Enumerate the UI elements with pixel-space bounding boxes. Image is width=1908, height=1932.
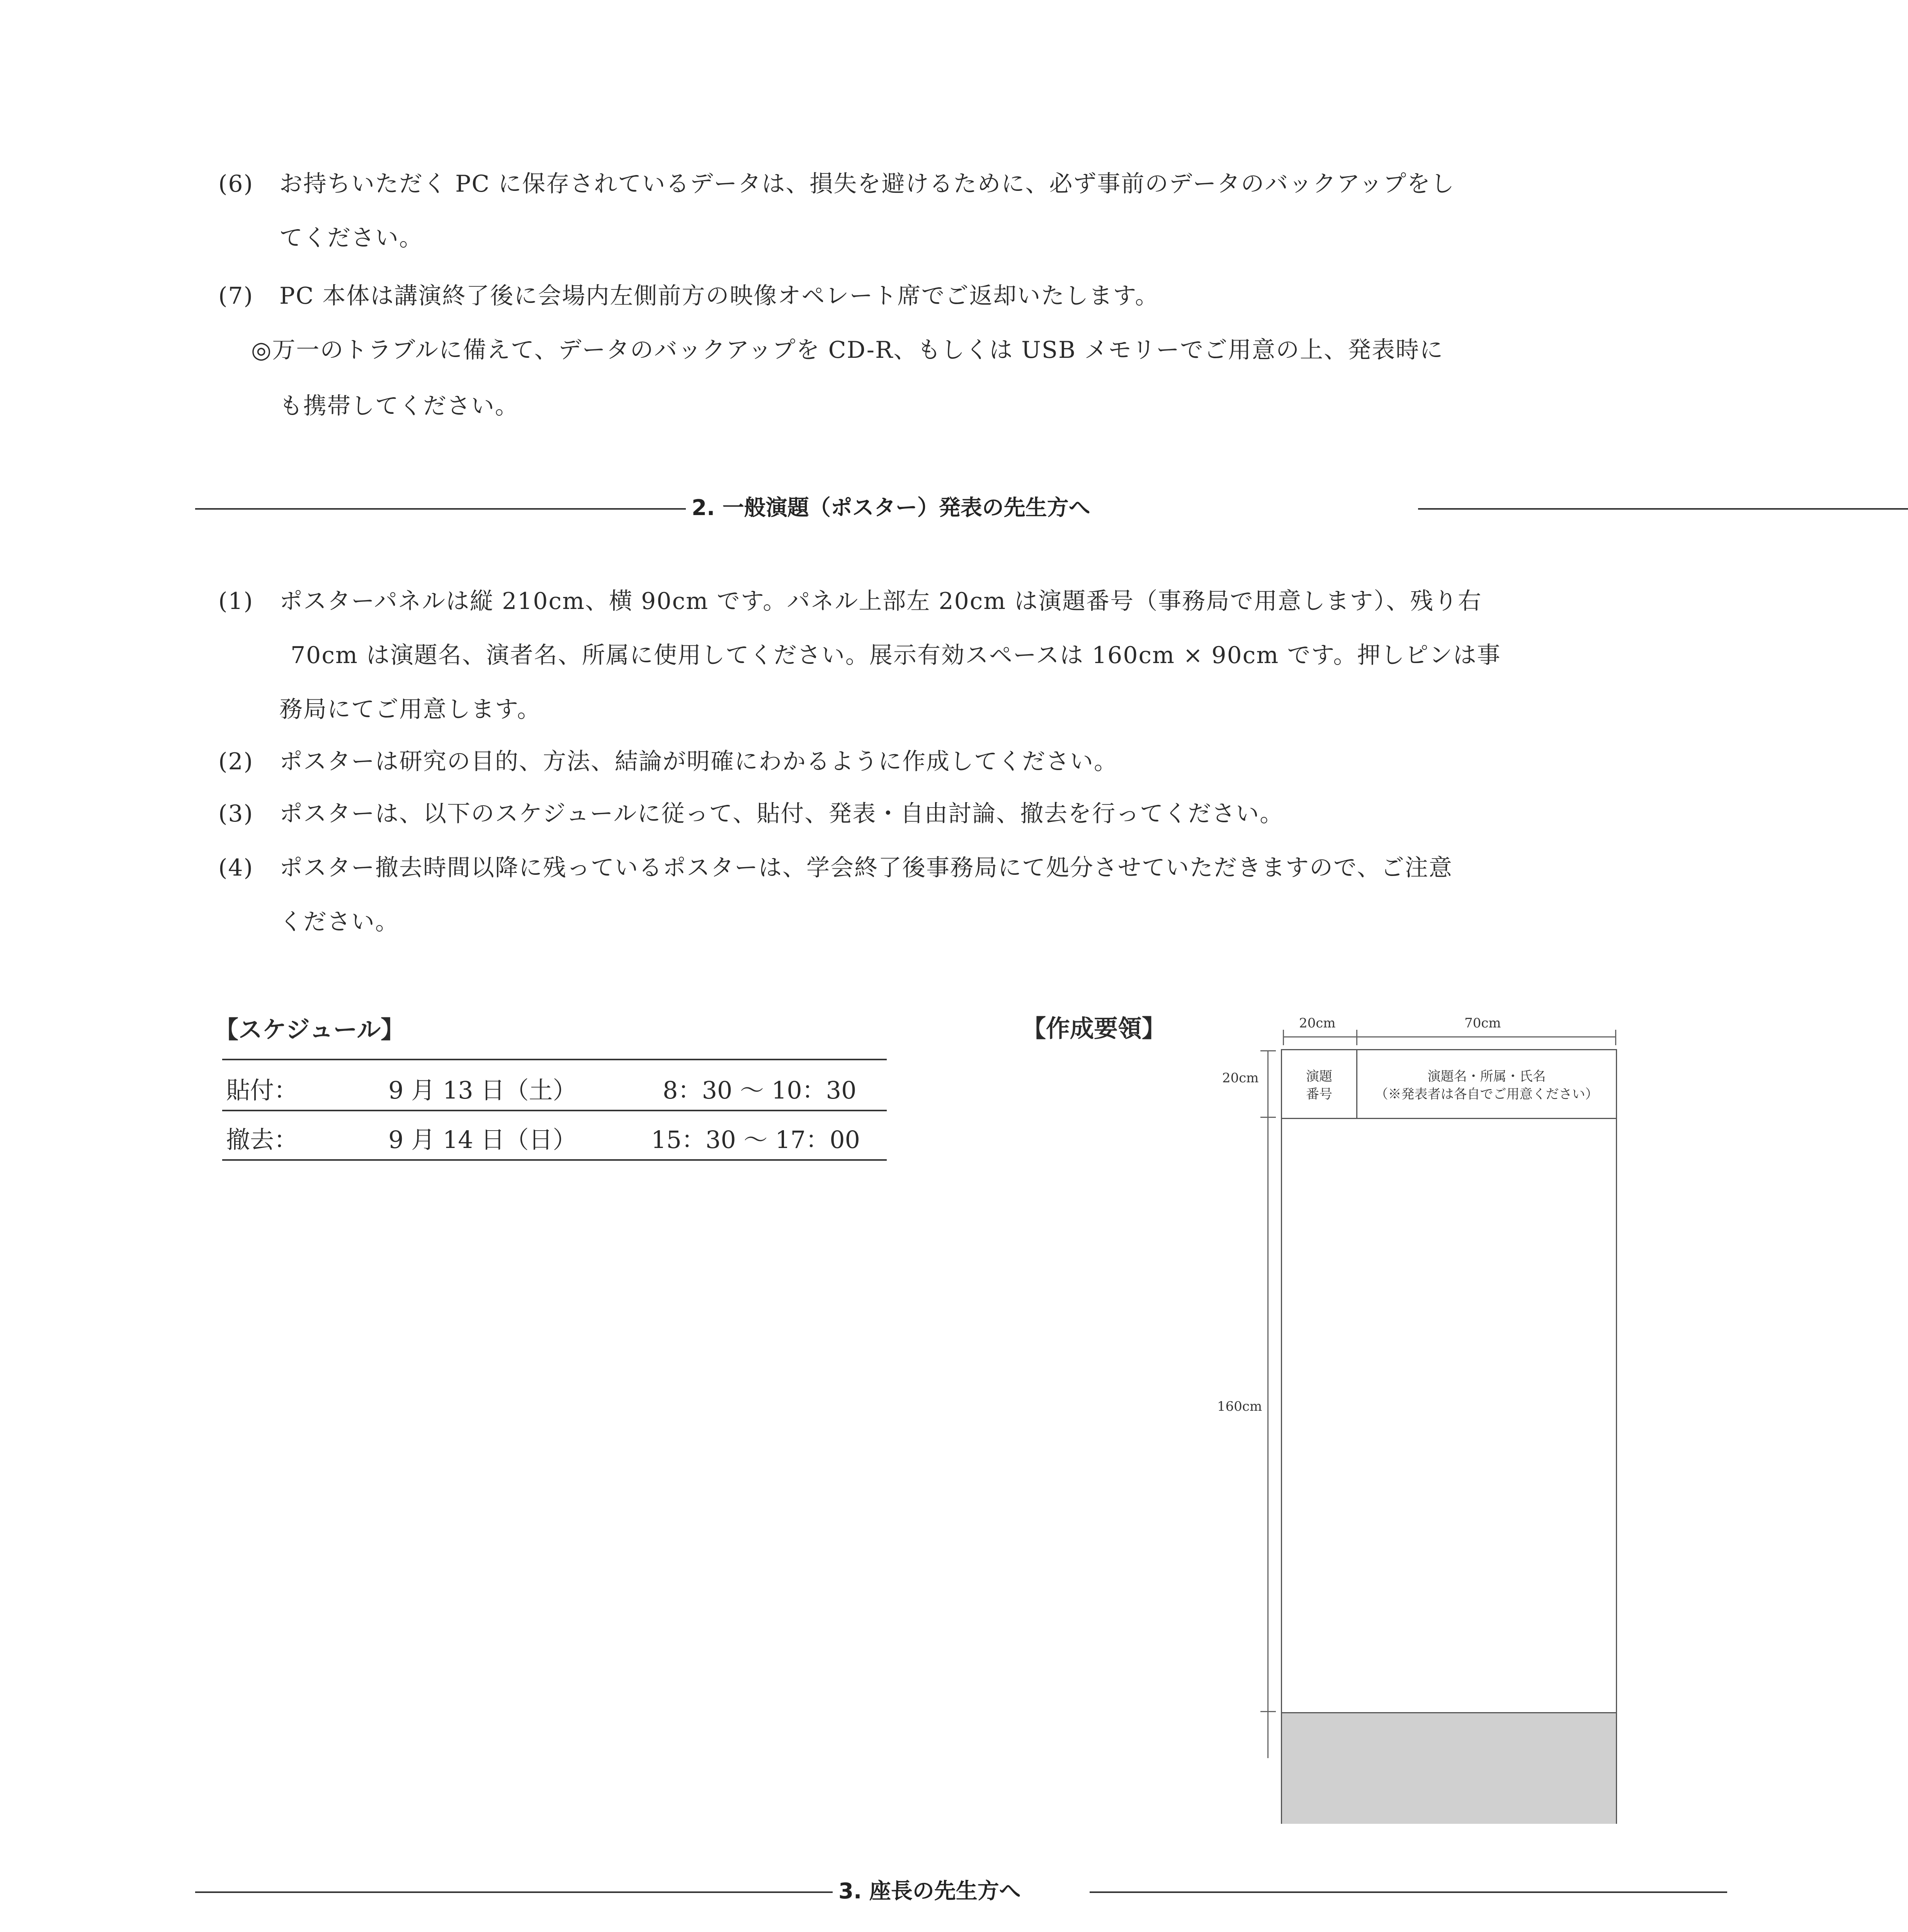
section-2-item-1-cont: 務局にてご用意します。 [279,696,541,723]
dim-tick [1260,1711,1276,1712]
section-2-item-4-cont: ください。 [279,908,399,935]
list-item-6-cont [279,213,423,264]
section-2-item-1-cont: 70cm は演題名、演者名、所属に使用してください。展示有効スペースは 160cm × 90cm です。押しピンは事 [291,642,1501,669]
schedule-time: 15：30 〜 17：00 [651,1126,860,1154]
dim-tick [1615,1030,1616,1045]
item-text: ポスターは、以下のスケジュールに従って、貼付、発表・自由討論、撤去を行ってください。 [279,800,1284,827]
section-3-heading [195,1876,1727,1907]
schedule-heading: 【スケジュール】 [214,1015,405,1044]
schedule-time: 8：30 〜 10：30 [663,1076,857,1104]
divider [195,1891,833,1893]
dim-label-70cm-top: 70cm [1464,1015,1501,1031]
section-2-title: 2. 一般演題（ポスター）発表の先生方へ [692,495,1090,520]
note-line-1: ◎万一のトラブルに備えて、データのバックアップを CD-R、もしくは USB メモリーでご用意の上、発表時に [251,337,1444,364]
item-text: ポスターは研究の目的、方法、結論が明確にわかるように作成してください。 [279,748,1118,775]
dim-label-160cm-side: 160cm [1217,1399,1262,1414]
item-text: PC 本体は講演終了後に会場内左側前方の映像オペレート席でご返却いたします。 [279,282,1159,310]
schedule-row-attach [222,1059,887,1111]
section-2-item-1 [218,576,1482,627]
section-2-item-3 [218,788,1284,839]
dim-label-20cm-top: 20cm [1299,1015,1336,1031]
section-2-item-4 [218,842,1453,893]
item-text: ポスターパネルは縦 210cm、横 90cm です。パネル上部左 20cm は演題番号（事務局で用意します）、残り右 [279,588,1482,615]
divider [1418,508,1908,510]
poster-diagram [1217,1012,1623,1835]
schedule-label: 撤去： [226,1126,298,1154]
item-text: ポスター撤去時間以降に残っているポスターは、学会終了後事務局にて処分させていただきますので、ご注意 [279,854,1453,881]
divider [195,508,686,510]
item-number: (1) [218,588,253,615]
item-text: お持ちいただく PC に保存されているデータは、損失を避けるために、必ず事前のデータのバックアップをし [279,170,1455,197]
schedule-label: 貼付： [226,1076,298,1104]
item-number: (6) [218,170,253,197]
section-3-title: 3. 座長の先生方へ [838,1879,1021,1904]
cell-line: 演題名・所属・氏名 [1427,1069,1546,1084]
note-line-2: も携帯してください。 [279,393,519,420]
section-2-heading [195,493,1727,524]
item-number: (7) [218,282,253,310]
list-item-7 [218,270,1159,321]
schedule-row-remove [222,1110,887,1161]
dim-tick [1283,1030,1284,1045]
dim-line-top [1283,1036,1616,1037]
dim-line-side [1267,1051,1269,1758]
cell-line: 番号 [1306,1087,1332,1102]
item-number: (4) [218,854,253,881]
cell-line: （※発表者は各自でご用意ください） [1375,1087,1599,1102]
bottom-shaded-area [1282,1712,1616,1824]
cell-line: 演題 [1306,1069,1332,1084]
poster-panel [1281,1049,1617,1824]
section-2-item-2 [218,736,1118,787]
schedule-date: 9 月 13 日（土） [388,1076,577,1104]
schedule-date: 9 月 14 日（日） [388,1126,577,1154]
abstract-number-cell [1282,1068,1356,1103]
dim-tick [1260,1117,1276,1118]
list-item-6 [218,158,1455,209]
diagram-heading: 【作成要領】 [1022,1014,1166,1043]
title-author-cell [1357,1068,1616,1103]
divider [1090,1891,1727,1893]
item-number: (3) [218,800,253,827]
dim-tick [1356,1030,1357,1045]
dim-label-20cm-side: 20cm [1222,1070,1259,1086]
item-text: てください。 [279,224,423,252]
dim-tick [1260,1050,1276,1051]
item-number: (2) [218,748,253,775]
